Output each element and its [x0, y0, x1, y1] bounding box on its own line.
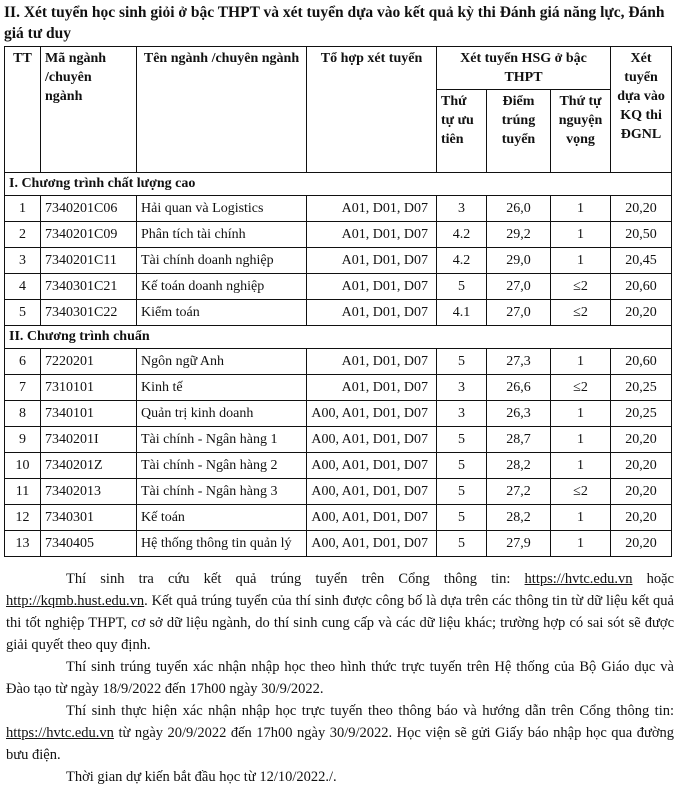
cell-nguyen-vong: 1 [551, 401, 611, 427]
cell-nguyen-vong: 1 [551, 531, 611, 557]
cell-nguyen-vong: 1 [551, 505, 611, 531]
table-row [5, 375, 672, 401]
cell-diem: 27,9 [487, 531, 551, 557]
cell-uu-tien: 4.2 [437, 222, 487, 248]
cell-ma-nganh: 7220201 [41, 349, 137, 375]
cell-ten-nganh: Phân tích tài chính [137, 222, 307, 248]
header-diem-trung-tuyen: Điểm trúng tuyển [487, 90, 551, 173]
cell-ten-nganh: Ngôn ngữ Anh [137, 349, 307, 375]
header-to-hop: Tổ hợp xét tuyển [307, 47, 437, 173]
table-row [5, 248, 672, 274]
cell-tt: 1 [5, 196, 41, 222]
cell-tt: 13 [5, 531, 41, 557]
notes-section [6, 568, 674, 788]
header-thu-tu-uu-tien: Thứ tự ưu tiên [437, 90, 487, 173]
cell-tt: 7 [5, 375, 41, 401]
cell-ten-nganh: Kế toán doanh nghiệp [137, 274, 307, 300]
table-row [5, 274, 672, 300]
cell-ten-nganh: Kinh tế [137, 375, 307, 401]
cell-ma-nganh: 7340201I [41, 427, 137, 453]
cell-ma-nganh: 7340201C09 [41, 222, 137, 248]
cell-nguyen-vong: 1 [551, 453, 611, 479]
cell-ten-nganh: Kiểm toán [137, 300, 307, 326]
cell-to-hop: A00, A01, D01, D07 [307, 453, 437, 479]
table-row [5, 505, 672, 531]
section-heading: II. Xét tuyển học sinh giỏi ở bậc THPT và xét tuyển dựa vào kết quả kỳ thi Đánh giá năng lực, Đánh giá tư duy [4, 4, 665, 42]
cell-diem: 26,0 [487, 196, 551, 222]
cell-dgnl: 20,20 [611, 196, 672, 222]
cell-ma-nganh: 7340101 [41, 401, 137, 427]
cell-ten-nganh: Quản trị kinh doanh [137, 401, 307, 427]
cell-uu-tien: 5 [437, 531, 487, 557]
cell-uu-tien: 5 [437, 274, 487, 300]
cell-dgnl: 20,50 [611, 222, 672, 248]
cell-dgnl: 20,25 [611, 375, 672, 401]
table-row [5, 196, 672, 222]
cell-ma-nganh: 73402013 [41, 479, 137, 505]
cell-dgnl: 20,20 [611, 531, 672, 557]
cell-to-hop: A00, A01, D01, D07 [307, 505, 437, 531]
cell-uu-tien: 3 [437, 401, 487, 427]
cell-to-hop: A01, D01, D07 [307, 375, 437, 401]
cell-ma-nganh: 7340405 [41, 531, 137, 557]
cell-to-hop: A00, A01, D01, D07 [307, 531, 437, 557]
cell-ten-nganh: Tài chính doanh nghiệp [137, 248, 307, 274]
cell-ma-nganh: 7340201C11 [41, 248, 137, 274]
cell-tt: 4 [5, 274, 41, 300]
cell-ma-nganh: 7340201C06 [41, 196, 137, 222]
cell-diem: 29,2 [487, 222, 551, 248]
cell-diem: 27,3 [487, 349, 551, 375]
cell-uu-tien: 4.2 [437, 248, 487, 274]
cell-ten-nganh: Hải quan và Logistics [137, 196, 307, 222]
cell-ten-nganh: Tài chính - Ngân hàng 3 [137, 479, 307, 505]
table-row [5, 531, 672, 557]
cell-uu-tien: 4.1 [437, 300, 487, 326]
cell-ma-nganh: 7340301C22 [41, 300, 137, 326]
cell-ma-nganh: 7310101 [41, 375, 137, 401]
cell-tt: 5 [5, 300, 41, 326]
cell-tt: 11 [5, 479, 41, 505]
header-ma-nganh: Mã ngành /chuyên ngành [41, 47, 137, 173]
hvtc-link[interactable]: https://hvtc.edu.vn [524, 571, 633, 587]
cell-ten-nganh: Tài chính - Ngân hàng 2 [137, 453, 307, 479]
cell-to-hop: A00, A01, D01, D07 [307, 479, 437, 505]
cell-tt: 3 [5, 248, 41, 274]
cell-diem: 27,0 [487, 274, 551, 300]
cell-nguyen-vong: ≤2 [551, 300, 611, 326]
cell-tt: 9 [5, 427, 41, 453]
hvtc-link-2[interactable]: https://hvtc.edu.vn [6, 725, 114, 741]
cell-tt: 10 [5, 453, 41, 479]
table-row [5, 401, 672, 427]
cell-nguyen-vong: 1 [551, 349, 611, 375]
cell-to-hop: A01, D01, D07 [307, 196, 437, 222]
header-hsg-group: Xét tuyển HSG ở bậc THPT [437, 47, 611, 90]
cell-diem: 26,6 [487, 375, 551, 401]
cell-nguyen-vong: ≤2 [551, 479, 611, 505]
header-thu-tu-nguyen-vong: Thứ tự nguyện vọng [551, 90, 611, 173]
table-row [5, 222, 672, 248]
cell-ten-nganh: Tài chính - Ngân hàng 1 [137, 427, 307, 453]
cell-to-hop: A01, D01, D07 [307, 349, 437, 375]
section-title: II. Chương trình chuẩn [5, 326, 672, 349]
cell-uu-tien: 5 [437, 505, 487, 531]
cell-dgnl: 20,20 [611, 505, 672, 531]
header-ten-nganh: Tên ngành /chuyên ngành [137, 47, 307, 173]
cell-diem: 29,0 [487, 248, 551, 274]
cell-uu-tien: 5 [437, 453, 487, 479]
cell-ten-nganh: Hệ thống thông tin quản lý [137, 531, 307, 557]
cell-dgnl: 20,25 [611, 401, 672, 427]
cell-ma-nganh: 7340301 [41, 505, 137, 531]
admission-table [4, 46, 672, 557]
section-row [5, 173, 672, 196]
cell-to-hop: A01, D01, D07 [307, 300, 437, 326]
cell-tt: 12 [5, 505, 41, 531]
cell-uu-tien: 5 [437, 349, 487, 375]
cell-tt: 6 [5, 349, 41, 375]
note-paragraph-lookup: Thí sinh tra cứu kết quả trúng tuyển trên Cổng thông tin: https://hvtc.edu.vn hoặc http://kqmb.hust.edu.vn. Kết quả trúng tuyển của thí sinh được công bố là dựa trên các thông tin từ dữ liệu kết quả thi tốt nghiệp THPT, cơ sở dữ liệu ngành, do thí sinh cung cấp và các dữ liệu khác; trường hợp có sai sót sẽ được giải quyết theo quy định. [6, 571, 674, 653]
kqmb-link[interactable]: http://kqmb.hust.edu.vn [6, 593, 145, 609]
cell-nguyen-vong: ≤2 [551, 274, 611, 300]
cell-nguyen-vong: 1 [551, 196, 611, 222]
cell-diem: 26,3 [487, 401, 551, 427]
cell-ma-nganh: 7340201Z [41, 453, 137, 479]
note-paragraph-confirm: Thí sinh trúng tuyển xác nhận nhập học theo hình thức trực tuyến trên Hệ thống của Bộ Giáo dục và Đào tạo từ ngày 18/9/2022 đến 17h00 ngày 30/9/2022. [6, 659, 674, 697]
cell-uu-tien: 3 [437, 375, 487, 401]
table-row [5, 427, 672, 453]
cell-dgnl: 20,20 [611, 300, 672, 326]
cell-ma-nganh: 7340301C21 [41, 274, 137, 300]
table-row [5, 349, 672, 375]
cell-dgnl: 20,45 [611, 248, 672, 274]
cell-diem: 28,2 [487, 505, 551, 531]
cell-nguyen-vong: 1 [551, 222, 611, 248]
cell-to-hop: A01, D01, D07 [307, 222, 437, 248]
cell-to-hop: A00, A01, D01, D07 [307, 427, 437, 453]
cell-to-hop: A01, D01, D07 [307, 248, 437, 274]
cell-dgnl: 20,20 [611, 453, 672, 479]
cell-dgnl: 20,20 [611, 479, 672, 505]
cell-nguyen-vong: ≤2 [551, 375, 611, 401]
table-row [5, 453, 672, 479]
cell-tt: 8 [5, 401, 41, 427]
cell-to-hop: A01, D01, D07 [307, 274, 437, 300]
cell-diem: 27,2 [487, 479, 551, 505]
section-title: I. Chương trình chất lượng cao [5, 173, 672, 196]
section-row [5, 326, 672, 349]
cell-dgnl: 20,20 [611, 427, 672, 453]
cell-tt: 2 [5, 222, 41, 248]
note-paragraph-start-date: Thời gian dự kiến bắt đầu học từ 12/10/2022./. [66, 769, 337, 785]
table-row [5, 300, 672, 326]
cell-to-hop: A00, A01, D01, D07 [307, 401, 437, 427]
table-row [5, 479, 672, 505]
cell-diem: 28,2 [487, 453, 551, 479]
cell-dgnl: 20,60 [611, 274, 672, 300]
cell-nguyen-vong: 1 [551, 248, 611, 274]
cell-ten-nganh: Kế toán [137, 505, 307, 531]
header-tt: TT [5, 47, 41, 173]
cell-diem: 27,0 [487, 300, 551, 326]
cell-diem: 28,7 [487, 427, 551, 453]
cell-dgnl: 20,60 [611, 349, 672, 375]
cell-uu-tien: 3 [437, 196, 487, 222]
note-paragraph-online: Thí sinh thực hiện xác nhận nhập học trực tuyến theo thông báo và hướng dẫn trên Cổng thông tin: https://hvtc.edu.vn từ ngày 20/9/2022 đến 17h00 ngày 30/9/2022. Học viện sẽ gửi Giấy báo nhập học qua đường bưu điện. [6, 703, 674, 763]
cell-uu-tien: 5 [437, 427, 487, 453]
cell-uu-tien: 5 [437, 479, 487, 505]
header-dgnl: Xét tuyển dựa vào KQ thi ĐGNL [611, 47, 672, 173]
cell-nguyen-vong: 1 [551, 427, 611, 453]
